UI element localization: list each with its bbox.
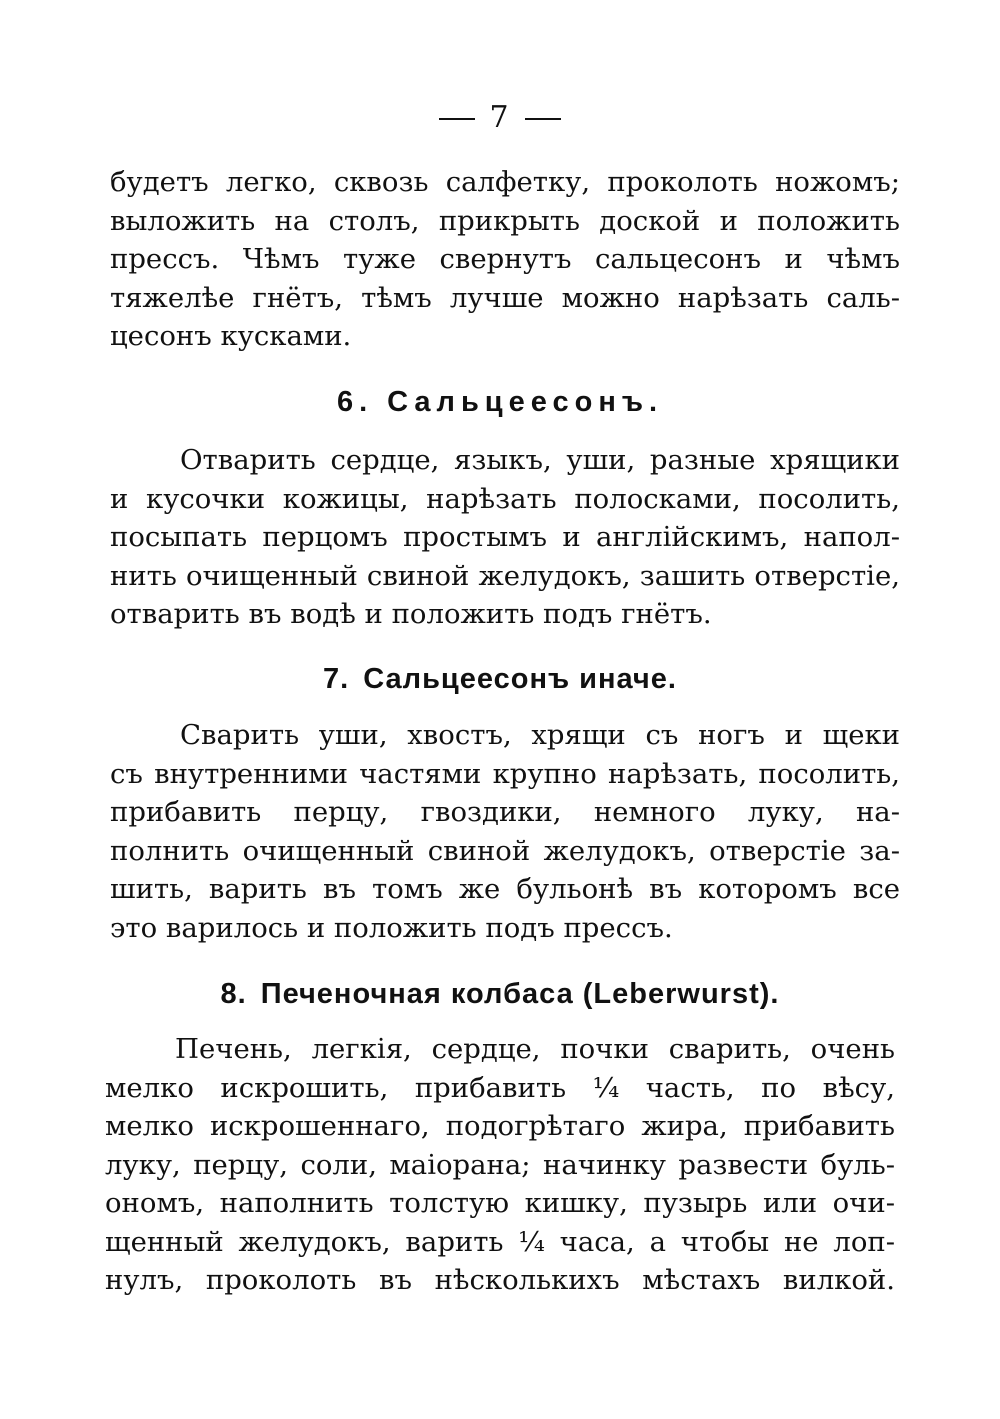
- body-line: мелко искрошеннаго, подогрѣтаго жира, прибавить: [105, 1110, 895, 1142]
- intro-line: прессъ. Чѣмъ туже свернутъ сальцесонъ и чѣмъ: [110, 243, 900, 275]
- page-number-dash-left: [439, 118, 475, 120]
- section-number: 8.: [220, 978, 247, 1010]
- section-body-6: [110, 441, 900, 634]
- body-line: отварить въ водѣ и положить подъ гнётъ.: [110, 598, 712, 630]
- body-line: Печень, легкія, сердце, почки сварить, очень: [175, 1033, 895, 1065]
- section-title: Сальцеесонъ.: [387, 386, 664, 418]
- body-line: нить очищенный свиной желудокъ, зашить отверстіе,: [110, 559, 900, 592]
- section-number: 7.: [323, 663, 350, 695]
- intro-line: тяжелѣе гнётъ, тѣмъ лучше можно нарѣзать саль-: [110, 281, 900, 314]
- body-line: ономъ, наполнить толстую кишку, пузырь или очи-: [105, 1187, 895, 1219]
- body-line: луку, перцу, соли, маіорана; начинку развести буль-: [105, 1148, 895, 1181]
- body-line: это варилось и положить подъ прессъ.: [110, 911, 673, 944]
- section-body-8: [105, 1030, 895, 1300]
- body-line: Отварить сердце, языкъ, уши, разные хрящики: [180, 444, 900, 476]
- page-number: [0, 100, 1000, 135]
- intro-paragraph: [110, 163, 900, 356]
- body-line: полнить очищенный свиной желудокъ, отверстіе за-: [110, 834, 900, 867]
- section-title: Печеночная колбаса (Leberwurst).: [260, 978, 780, 1010]
- intro-line: цесонъ кусками.: [110, 320, 352, 352]
- body-line: шить, варить въ томъ же бульонѣ въ которомъ все: [110, 873, 900, 905]
- body-line: посыпать перцомъ простымъ и англійскимъ, напол-: [110, 521, 900, 553]
- body-line: Сварить уши, хвостъ, хрящи съ ногъ и щеки: [180, 719, 900, 751]
- intro-line: будетъ легко, сквозь салфетку, проколоть ножомъ;: [110, 166, 900, 198]
- section-title: Сальцеесонъ иначе.: [363, 663, 677, 695]
- body-line: прибавить перцу, гвоздики, немного луку, на-: [110, 796, 900, 828]
- body-line: и кусочки кожицы, нарѣзать полосками, посолить,: [110, 482, 900, 515]
- body-line: щенный желудокъ, варить ¼ часа, а чтобы не лоп-: [105, 1225, 895, 1258]
- page-number-dash-right: [525, 118, 561, 120]
- section-heading-8: [0, 978, 1000, 1011]
- body-line: съ внутренними частями крупно нарѣзать, посолить,: [110, 757, 900, 790]
- section-body-7: [110, 716, 900, 947]
- section-heading-7: [0, 663, 1000, 696]
- section-number: 6.: [336, 386, 374, 418]
- intro-line: выложить на столъ, прикрыть доской и положить: [110, 204, 900, 237]
- section-heading-6: [0, 386, 1000, 419]
- body-line: мелко искрошить, прибавить ¼ часть, по вѣсу,: [105, 1071, 895, 1104]
- page-number-value: 7: [489, 100, 511, 135]
- body-line: нулъ, проколоть въ нѣсколькихъ мѣстахъ вилкой.: [105, 1264, 895, 1296]
